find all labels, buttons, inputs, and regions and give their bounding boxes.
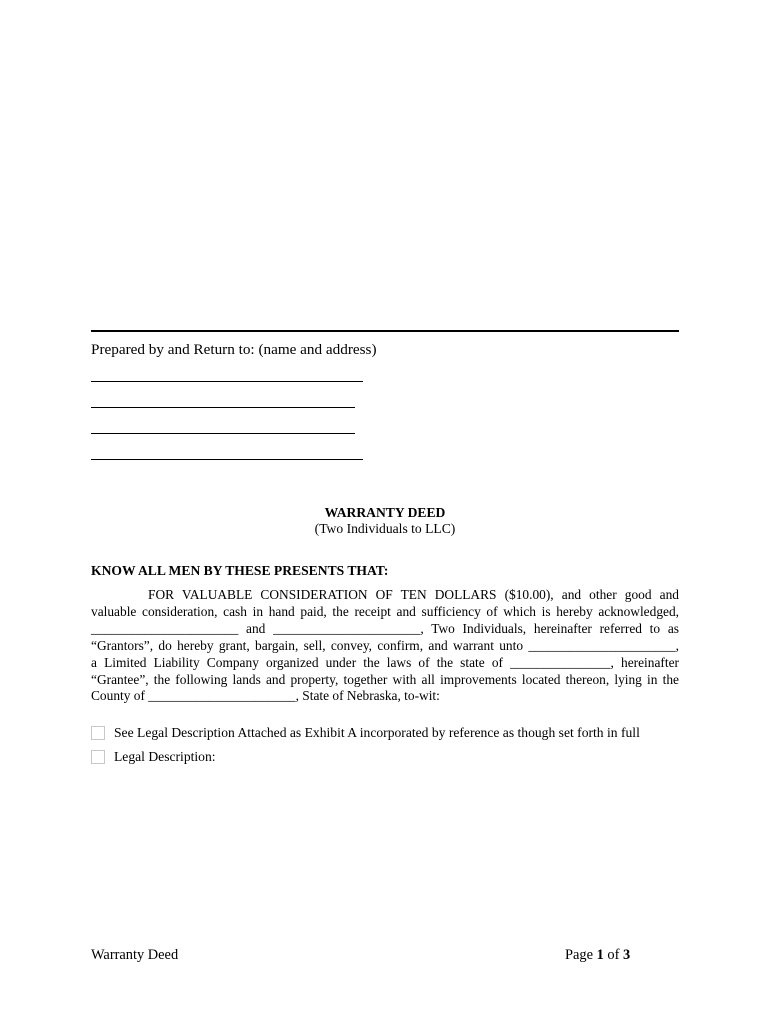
footer-doc-name: Warranty Deed (91, 947, 179, 963)
address-line-4[interactable] (91, 459, 363, 460)
consideration-paragraph (91, 587, 679, 705)
paragraph-line: County of ______________________, State of Nebraska, to-wit: (91, 688, 440, 704)
paragraph-line: ______________________ and ______________________, Two Individuals, hereinafter referred to as (91, 620, 679, 636)
address-line-3[interactable] (91, 433, 355, 434)
address-line-2[interactable] (91, 407, 355, 408)
address-line-1[interactable] (91, 381, 363, 382)
document-subtitle: (Two Individuals to LLC) (314, 521, 456, 536)
legal-description-checkbox[interactable] (91, 750, 105, 764)
paragraph-line: valuable consideration, cash in hand paid, the receipt and sufficiency of which is hereby acknowledged, (91, 603, 679, 619)
paragraph-line: FOR VALUABLE CONSIDERATION OF TEN DOLLARS ($10.00), and other good and (148, 587, 679, 602)
know-all-heading: KNOW ALL MEN BY THESE PRESENTS THAT: (91, 563, 389, 578)
document-title: WARRANTY DEED (324, 505, 446, 520)
prepared-by-label: Prepared by and Return to: (name and address) (91, 341, 377, 358)
paragraph-line: “Grantee”, the following lands and property, together with all improvements located thereon, lying in the (91, 671, 679, 687)
legal-description-label: Legal Description: (114, 749, 216, 764)
exhibit-a-checkbox[interactable] (91, 726, 105, 740)
header-rule (91, 330, 679, 332)
paragraph-line: “Grantors”, do hereby grant, bargain, sell, convey, confirm, and warrant unto ______________________, (91, 637, 679, 653)
exhibit-a-label: See Legal Description Attached as Exhibit A incorporated by reference as though set forth in full (114, 725, 640, 740)
page-number: Page 1 of 3 (565, 947, 631, 963)
paragraph-line: a Limited Liability Company organized under the laws of the state of _______________, hereinafter (91, 654, 679, 670)
